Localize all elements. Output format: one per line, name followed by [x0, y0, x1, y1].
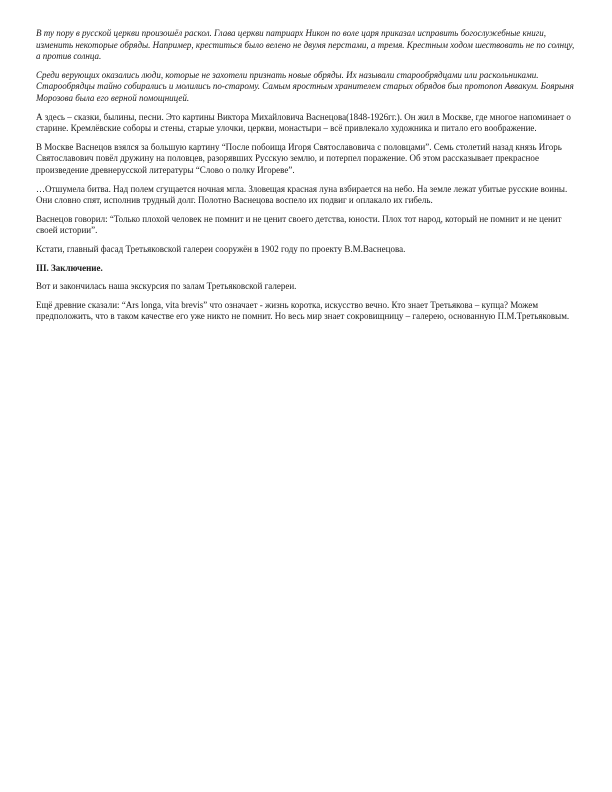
document-page [36, 28, 576, 330]
paragraph-excursion-end: Вот и закончилась наша экскурсия по залам Третьяковской галереи. [36, 281, 297, 292]
paragraph-igor-painting: В Москве Васнецов взялся за большую картину “После побоища Игоря Святославовича с половцами”. Семь столетий назад князь Игорь Святославович повёл дружину на половцев, разорявших Русскую землю, и потерпел поражение. Об этом рассказывает прекрасное произведение древнерусской литературы “Слово о полку Игореве”. [36, 141, 562, 175]
paragraph-ars-longa: Ещё древние сказали: “Ars longa, vita brevis” что означает - жизнь коротка, искусство вечно. Кто знает Третьякова – купца? Можем предположить, что в таком качестве его уже никто не помнит. Но весь мир знает сокровищницу – галерею, основанную П.М.Третьяковым. [36, 299, 570, 322]
section-heading-conclusion: III. Заключение. [36, 262, 103, 273]
paragraph-old-believers: Среди верующих оказались люди, которые не захотели признать новые обряды. Их называли старообрядцами или раскольниками. Старообрядцы тайно собирались и молились по-старому. Самым яростным хранителем старых обрядов был протопоп Аввакум. Боярыня Морозова была его верной помощницей. [36, 69, 574, 103]
paragraph-battle-description: …Отшумела битва. Над полем сгущается ночная мгла. Зловещая красная луна взбирается на небо. На земле лежат убитые русские воины. Они словно спят, исполнив трудный долг. Полотно Васнецова воспело их подвиг и оплакало их гибель. [36, 183, 568, 206]
paragraph-gallery-facade: Кстати, главный фасад Третьяковской галереи сооружён в 1902 году по проекту В.М.Васнецова. [36, 243, 406, 254]
paragraph-vasnetsov-quote: Васнецов говорил: “Только плохой человек не помнит и не ценит своего детства, юности. Плох тот народ, который не помнит и не ценит своей истории”. [36, 213, 562, 236]
paragraph-raskol: В ту пору в русской церкви произошёл раскол. Глава церкви патриарх Никон по воле царя приказал исправить богослужебные книги, изменить некоторые обряды. Например, креститься было велено не двумя перстами, а тремя. Крестным ходом шествовать не по солнцу, а против солнца. [36, 28, 575, 62]
paragraph-vasnetsov-intro: А здесь – сказки, былины, песни. Это картины Виктора Михайловича Васнецова(1848-1926гг.). Он жил в Москве, где многое напоминает о старине. Кремлёвские соборы и стены, старые улочки, церкви, монастыри – всё привлекало художника и питало его воображение. [36, 111, 571, 134]
